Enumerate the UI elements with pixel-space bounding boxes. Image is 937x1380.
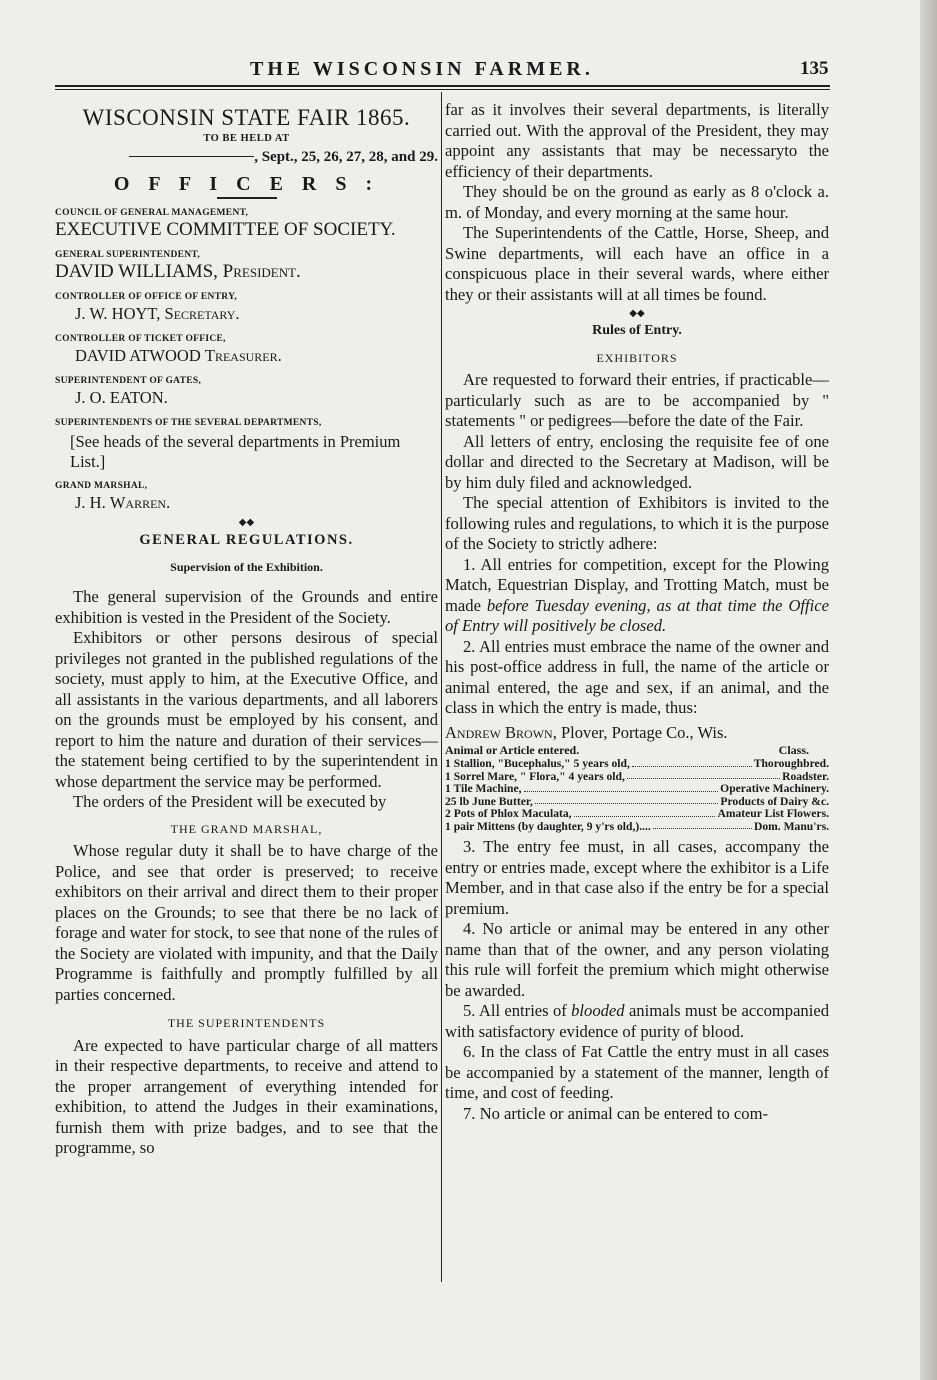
example-row <box>445 758 829 771</box>
officer-title: Treasurer. <box>204 346 282 365</box>
paragraph: The special attention of Exhibitors is invited to the following rules and regulations, to which it is the purpose of the Society to strictly adhere: <box>445 493 829 553</box>
officer-name <box>55 492 438 514</box>
officers-heading: O F F I C E R S : <box>113 172 380 195</box>
header-rule <box>55 85 830 87</box>
rule-4: 4. No article or animal may be entered in any other name than that of the owner, and any person violating this rule will forfeit the premium which might otherwise be awarded. <box>445 919 829 1000</box>
officer-name-text: DAVID WILLIAMS, <box>55 261 218 282</box>
dot-leader <box>627 771 780 780</box>
example-row <box>445 783 829 796</box>
example-item: 1 Sorrel Mare, " Flora," 4 years old, <box>445 769 625 783</box>
running-header: THE WISCONSIN FARMER. <box>250 58 594 80</box>
paragraph: Are requested to forward their entries, if practicable—particularly such as are to be accompanied by " statements " or pedigrees—before the date of the Fair. <box>445 370 829 430</box>
officer-title: Secretary. <box>164 304 240 323</box>
general-regulations-heading: GENERAL REGULATIONS. <box>139 532 354 548</box>
example-class: Operative Machinery. <box>720 782 829 795</box>
rule-1-italic: before Tuesday evening, as at that time the Office of Entry will positively be closed. <box>445 595 829 635</box>
rule-5-text-end: animals must be accompanied with satisfactory evidence of purity of blood. <box>445 1001 830 1041</box>
rule-3: 3. The entry fee must, in all cases, accompany the entry or entries made, except where the exhibitor is a Life Member, and in that case also if the entry be for a special premium. <box>445 837 829 918</box>
example-header-left: Animal or Article entered. <box>445 743 580 757</box>
fair-dates <box>55 147 438 168</box>
left-column <box>55 100 438 1159</box>
rule-2: 2. All entries must embrace the name of the owner and his post-office address in full, the name of the article or animal entered, the age and sex, if an animal, and the class in which the entry is made, thus: <box>445 636 829 717</box>
grand-marshal-heading: THE GRAND MARSHAL, <box>170 821 323 836</box>
dot-leader <box>632 758 752 767</box>
paragraph: All letters of entry, enclosing the requisite fee of one dollar and directed to the Secretary at Madison, will be by him duly filed and acknowledged. <box>445 431 829 492</box>
example-address: Plover, Portage Co., Wis. <box>560 722 728 742</box>
officer-name <box>55 345 438 367</box>
example-item: 25 lb June Butter, <box>445 794 533 808</box>
officer-name-text: J. H. <box>75 493 106 512</box>
rule-1-text: 1. All entries for competition, except for the Plowing Match, Equestrian Display, and Trotting Match, must be made <box>445 554 829 615</box>
example-item: 1 Tile Machine, <box>445 782 522 795</box>
rule-5-italic: blooded <box>571 1001 625 1020</box>
example-item: 1 pair Mittens (by daughter, 9 y'rs old,).... <box>445 819 651 833</box>
example-row <box>445 808 829 821</box>
right-column <box>445 100 829 1124</box>
officers-rule <box>217 197 277 199</box>
example-owner-line <box>445 723 829 744</box>
rule-7: 7. No article or animal can be entered to com- <box>463 1103 769 1123</box>
example-table-header <box>445 743 829 758</box>
officer-role: GENERAL SUPERINTENDENT, <box>55 250 201 260</box>
paragraph: The Superintendents of the Cattle, Horse, Sheep, and Swine departments, will each have an office in a conspicuous place in their several wards, where either they or their assistants will at all times be found. <box>445 223 829 304</box>
example-owner: Andrew Brown, <box>445 722 557 742</box>
paragraph: The general supervision of the Grounds and entire exhibition is vested in the President of the Society. <box>55 587 438 627</box>
officer-name-text: J. W. HOYT, <box>75 304 161 323</box>
exhibitors-heading: EXHIBITORS <box>596 350 678 365</box>
example-class: Amateur List Flowers. <box>717 807 829 820</box>
officer-role: COUNCIL OF GENERAL MANAGEMENT, <box>55 208 249 218</box>
column-divider <box>441 92 442 1282</box>
officer-role: SUPERINTENDENTS OF THE SEVERAL DEPARTMENTS, <box>55 418 322 428</box>
paragraph: The orders of the President will be executed by <box>73 792 387 811</box>
supervision-heading: Supervision of the Exhibition. <box>170 559 323 574</box>
example-class: Roadster. <box>782 769 829 783</box>
paragraph: Are expected to have particular charge of all matters in their respective departments, to receive and attend to the proper arrangement of everything intended for exhibition, to attend the Judges in their examinations, furnish them with prize badges, and to see that the programme, so <box>55 1035 438 1157</box>
paragraph: Whose regular duty it shall be to have charge of the Police, and see that order is preserved; to receive exhibitors on their arrival and direct them to their proper places on the Grounds; to see that there be no lack of forage and water for stock, to see that none of the rules of the Society are violated with impunity, and that the Daily Programme is faithfully and promptly fulfilled by all parties concerned. <box>55 841 438 1004</box>
officer-role: CONTROLLER OF TICKET OFFICE, <box>55 334 226 344</box>
rule-5-text: 5. All entries of <box>463 1001 567 1020</box>
example-item: 1 Stallion, "Bucephalus," 5 years old, <box>445 757 630 770</box>
page-binding-edge <box>920 0 937 1380</box>
officer-name: J. O. EATON. <box>75 388 168 407</box>
example-row <box>445 821 829 834</box>
rule-1 <box>445 555 829 637</box>
example-class: Products of Dairy &c. <box>720 794 829 808</box>
officer-name: EXECUTIVE COMMITTEE OF SOCIETY. <box>55 219 396 240</box>
header-rule-thin <box>55 89 830 90</box>
fair-title: WISCONSIN STATE FAIR 1865. <box>82 105 411 130</box>
page-number: 135 <box>800 58 829 79</box>
example-header-right: Class. <box>778 743 809 757</box>
dot-leader <box>535 796 719 805</box>
dates-text: , Sept., 25, 26, 27, 28, and 29. <box>254 149 438 165</box>
superintendents-heading: THE SUPERINTENDENTS <box>167 1016 326 1030</box>
example-table <box>445 758 829 833</box>
example-class: Thoroughbred. <box>753 757 829 770</box>
rule-5 <box>445 1001 829 1042</box>
officer-title: Warren. <box>109 493 171 512</box>
officer-name <box>55 261 438 283</box>
paragraph: Exhibitors or other persons desirous of special privileges not granted in the published regulations of the society, must apply to him, at the Executive Office, and all assistants in the various departments, and all laborers on the grounds must be employed by his consent, and report to him the nature and duration of their services—the statement being certified to by the superintendent in whose department the service may be performed. <box>55 628 438 791</box>
officer-role: SUPERINTENDENT OF GATES, <box>55 376 202 386</box>
ornament-divider: ◆◆ <box>238 517 255 528</box>
dot-leader <box>574 808 716 817</box>
dot-leader <box>653 821 752 830</box>
officer-name: [See heads of the several departments in Premium List.] <box>70 432 401 471</box>
paragraph: far as it involves their several departments, is literally carried out. With the approval of the President, they may appoint any assistants that may be necessaryto the efficiency of their departments. <box>445 100 829 181</box>
example-item: 2 Pots of Phlox Maculata, <box>445 807 572 820</box>
officer-role: GRAND MARSHAL, <box>55 481 148 491</box>
rules-of-entry-heading: Rules of Entry. <box>592 323 682 338</box>
officer-title: President. <box>222 261 301 282</box>
dates-blank-line <box>129 156 254 157</box>
example-class: Dom. Manu'rs. <box>753 819 829 833</box>
officer-name <box>55 303 438 325</box>
dot-leader <box>524 783 719 792</box>
officer-role: CONTROLLER OF OFFICE OF ENTRY, <box>55 292 238 302</box>
to-be-held: TO BE HELD AT <box>203 133 290 144</box>
ornament-divider: ◆◆ <box>629 308 645 319</box>
rule-6: 6. In the class of Fat Cattle the entry must in all cases be accompanied by a statement of the manner, length of time, and cost of feeding. <box>445 1042 829 1102</box>
officer-name-text: DAVID ATWOOD <box>75 346 201 365</box>
paragraph: They should be on the ground as early as 8 o'clock a. m. of Monday, and every morning at the same hour. <box>445 182 829 222</box>
